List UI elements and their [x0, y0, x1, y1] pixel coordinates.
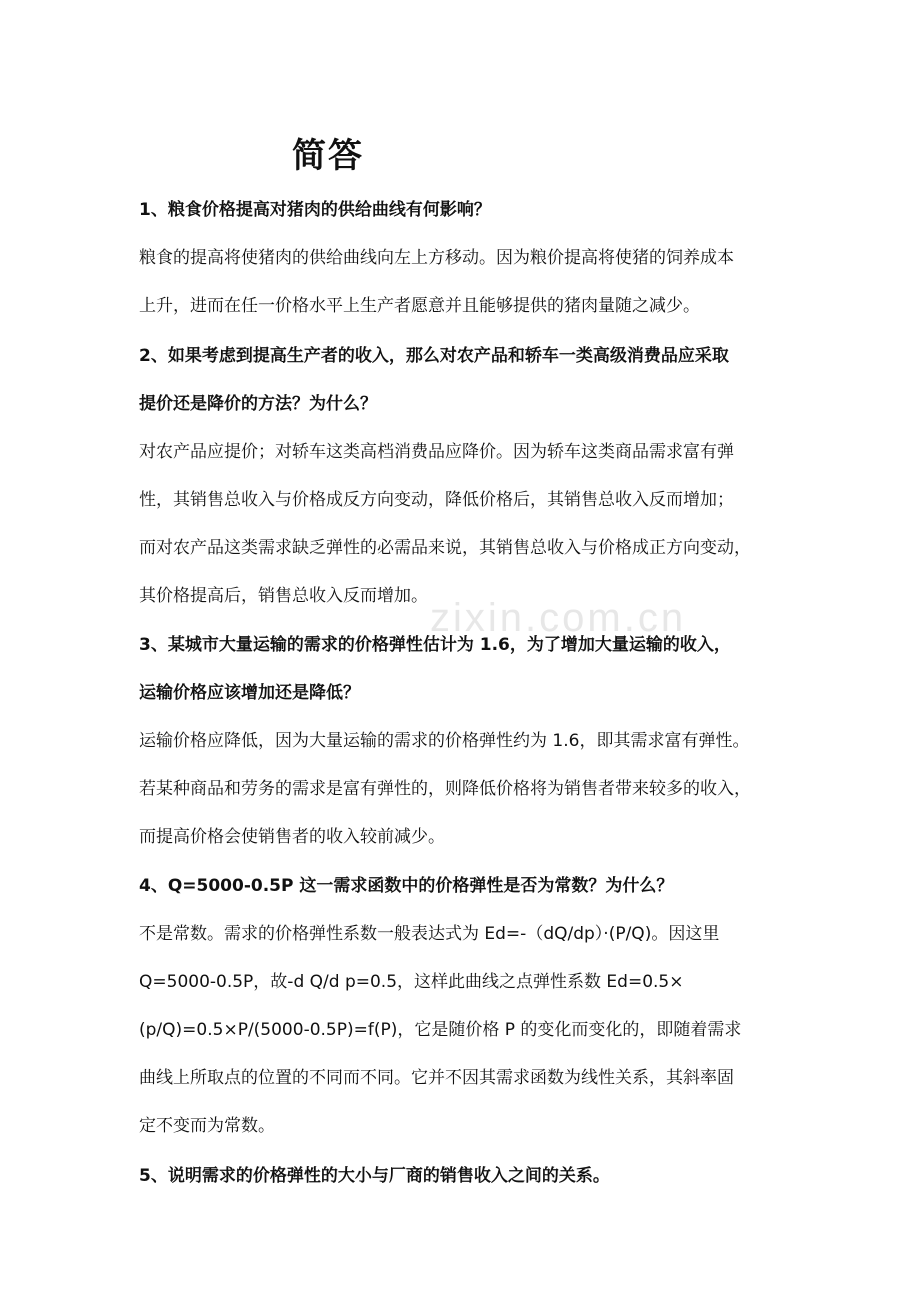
answer-line: 定不变而为常数。: [139, 1116, 275, 1136]
answer-line: 而对农产品这类需求缺乏弹性的必需品来说，其销售总收入与价格成正方向变动，: [139, 538, 751, 558]
question-line: 提价还是降价的方法？为什么？: [139, 394, 377, 414]
question-line: 3、某城市大量运输的需求的价格弹性估计为 1.6，为了增加大量运输的收入，: [139, 635, 731, 655]
answer-line: 其价格提高后，销售总收入反而增加。: [139, 586, 428, 606]
answer-line: 而提高价格会使销售者的收入较前减少。: [139, 827, 445, 847]
question-line: 4、Q=5000-0.5P 这一需求函数中的价格弹性是否为常数？为什么？: [139, 876, 674, 896]
answer-line: Q=5000-0.5P，故-d Q/d p=0.5，这样此曲线之点弹性系数 Ed=0.5×: [139, 972, 684, 992]
question-line: 运输价格应该增加还是降低？: [139, 683, 360, 703]
answer-line: 不是常数。需求的价格弹性系数一般表达式为 Ed=-（dQ/dp）·(P/Q)。因这里: [139, 924, 720, 944]
question-line: 5、说明需求的价格弹性的大小与厂商的销售收入之间的关系。: [139, 1166, 610, 1186]
answer-line: 性，其销售总收入与价格成反方向变动，降低价格后，其销售总收入反而增加；: [139, 490, 734, 510]
answer-line: 运输价格应降低，因为大量运输的需求的价格弹性约为 1.6，即其需求富有弹性。: [139, 731, 750, 751]
answer-line: 对农产品应提价；对轿车这类高档消费品应降价。因为轿车这类商品需求富有弹: [139, 442, 734, 462]
question-line: 2、如果考虑到提高生产者的收入，那么对农产品和轿车一类高级消费品应采取: [139, 346, 729, 366]
question-line: 1、粮食价格提高对猪肉的供给曲线有何影响？: [139, 200, 491, 220]
answer-line: 上升，进而在任一价格水平上生产者愿意并且能够提供的猪肉量随之减少。: [139, 296, 700, 316]
answer-line: (p/Q)=0.5×P/(5000-0.5P)=f(P)，它是随价格 P 的变化而变化的，即随着需求: [139, 1020, 742, 1040]
answer-line: 若某种商品和劳务的需求是富有弹性的，则降低价格将为销售者带来较多的收入，: [139, 779, 751, 799]
answer-line: 曲线上所取点的位置的不同而不同。它并不因其需求函数为线性关系，其斜率固: [139, 1068, 734, 1088]
page-title: 简答: [292, 136, 364, 176]
answer-line: 粮食的提高将使猪肉的供给曲线向左上方移动。因为粮价提高将使猪的饲养成本: [139, 248, 734, 268]
watermark: zixin.com.cn: [430, 596, 687, 640]
